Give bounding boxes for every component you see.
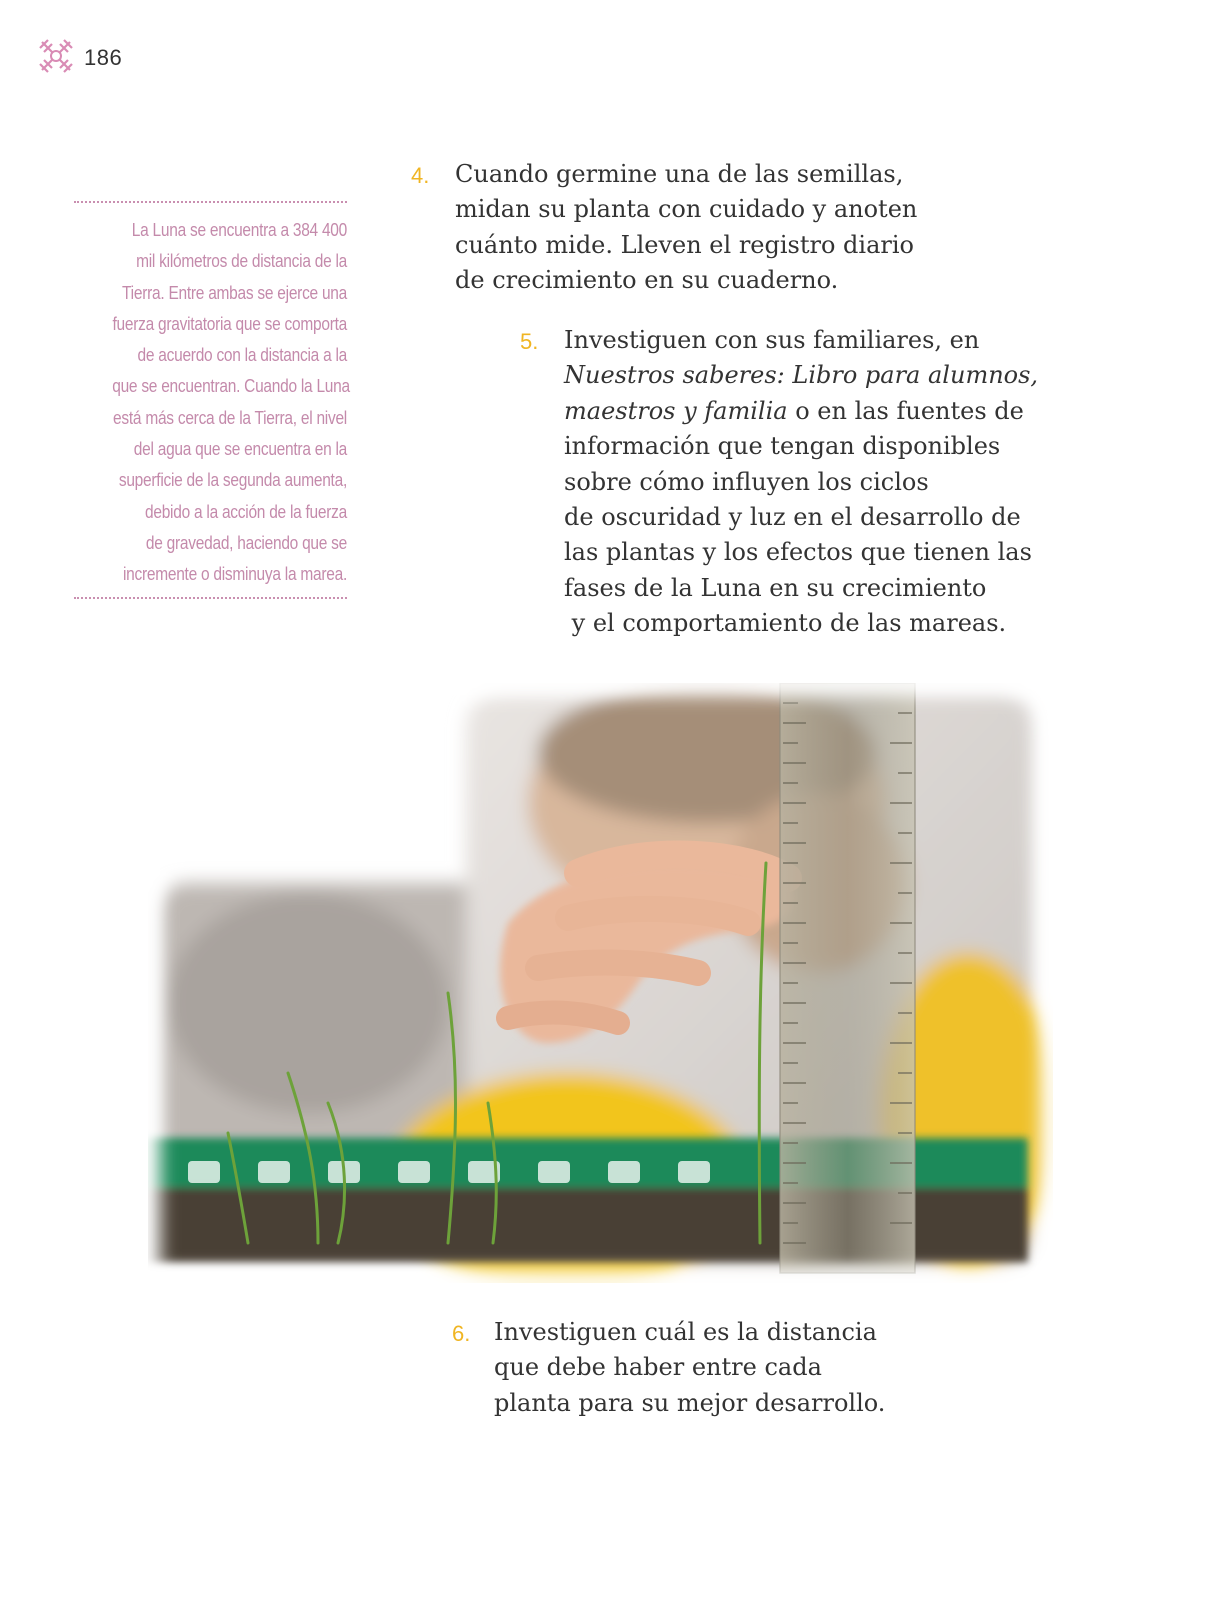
step-6 [452, 1315, 886, 1421]
sidebar-note-line: fuerza gravitatoria que se comporta [112, 313, 347, 334]
sidebar-note-line: de gravedad, haciendo que se [145, 532, 347, 553]
step-number: 4. [411, 163, 430, 188]
step-text-line: las plantas y los efectos que tienen las [564, 538, 1032, 567]
book-title-italic: maestros y familia [564, 396, 788, 425]
step-number: 5. [520, 329, 539, 354]
step-text-line: midan su planta con cuidado y anoten [455, 195, 918, 224]
step-text-line: de oscuridad y luz en el desarrollo de [564, 503, 1021, 532]
step-text-line: y el comportamiento de las mareas. [564, 609, 1007, 638]
step-4 [411, 157, 918, 299]
step-5 [520, 323, 1039, 642]
sidebar-note-line: debido a la acción de la fuerza [145, 501, 347, 522]
page-header [38, 38, 122, 78]
step-text-line: sobre cómo influyen los ciclos [564, 467, 929, 496]
step-text-line [564, 358, 1038, 393]
step-text-line: de crecimiento en su cuaderno. [455, 266, 839, 295]
page-number: 186 [84, 45, 123, 70]
sidebar-note [74, 201, 350, 599]
sidebar-note-line: superficie de la segunda aumenta, [118, 470, 347, 491]
step-number: 6. [452, 1321, 471, 1346]
sidebar-note-line: está más cerca de la Tierra, el nivel [113, 407, 347, 428]
sidebar-note-line: incremente o disminuya la marea. [122, 564, 347, 585]
book-title-italic: Nuestros saberes: Libro para alumnos, [564, 361, 1039, 390]
sidebar-note-line: Tierra. Entre ambas se ejerce una [122, 282, 348, 303]
sidebar-note-line: de acuerdo con la distancia a la [137, 345, 347, 366]
step-text-line: fases de la Luna en su crecimiento [564, 573, 987, 602]
sidebar-note-line: La Luna se encuentra a 384 400 [131, 220, 347, 240]
sidebar-note-line: del agua que se encuentra en la [133, 439, 347, 460]
sidebar-note-line: mil kilómetros de distancia de la [136, 251, 347, 272]
step-text-line: planta para su mejor desarrollo. [494, 1388, 886, 1417]
step-text-line: Investiguen con sus familiares, en [564, 326, 980, 354]
step-text-line: que debe haber entre cada [494, 1353, 822, 1382]
step-text-line: información que tengan disponibles [564, 432, 1001, 461]
step-text-line [564, 394, 1038, 429]
step-text-line: Investiguen cuál es la distancia [494, 1318, 877, 1346]
step-text-line: Cuando germine una de las semillas, [455, 160, 904, 188]
step-text-line: cuánto mide. Lleven el registro diario [455, 230, 914, 259]
sidebar-note-line: que se encuentran. Cuando la Luna [112, 376, 350, 397]
child-measuring-plant-photo [148, 683, 1053, 1283]
woven-star-icon [38, 38, 74, 78]
step-text-fragment: o en las fuentes de [787, 396, 1024, 425]
